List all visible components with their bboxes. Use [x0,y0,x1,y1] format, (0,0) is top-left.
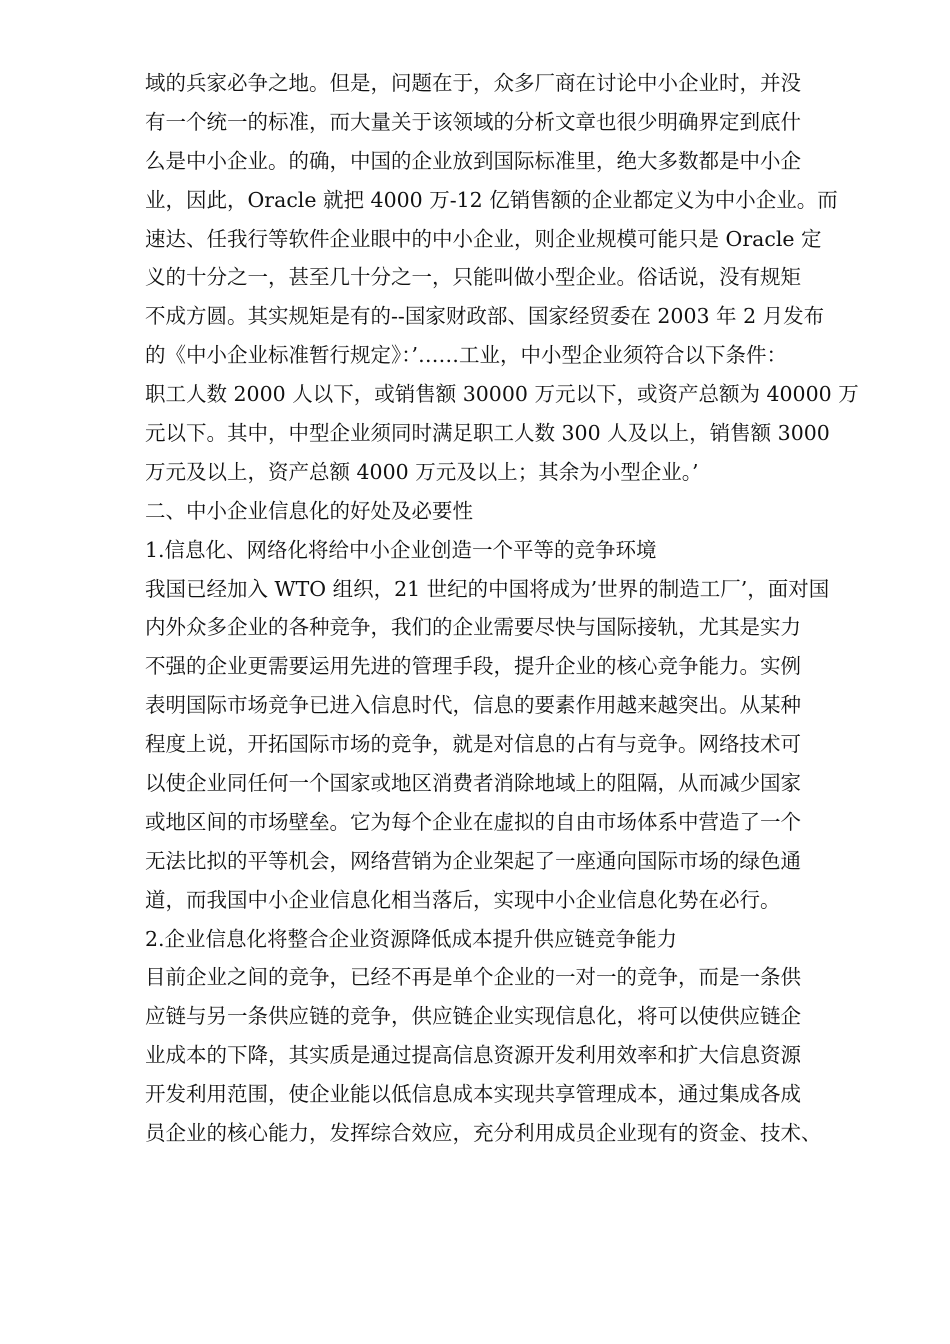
text-line: 么是中小企业。的确，中国的企业放到国际标准里，绝大多数都是中小企 [145,148,801,173]
text-line: 无法比拟的平等机会，网络营销为企业架起了一座通向国际市场的绿色通 [145,848,801,873]
text-line: 不成方圆。其实规矩是有的--国家财政部、国家经贸委在 2003 年 2 月发布 [145,304,825,329]
text-line: 我国已经加入 WTO 组织，21 世纪的中国将成为’世界的制造工厂’，面对国 [145,576,830,601]
body-text [145,64,875,1153]
text-line: 开发利用范围，使企业能以低信息成本实现共享管理成本，通过集成各成 [145,1082,801,1107]
subsection-heading: 2.企业信息化将整合企业资源降低成本提升供应链竞争能力 [145,926,678,951]
text-line: 道，而我国中小企业信息化相当落后，实现中小企业信息化势在必行。 [145,887,781,912]
text-line: 程度上说，开拓国际市场的竞争，就是对信息的占有与竞争。网络技术可 [145,732,801,757]
section-heading: 二、中小企业信息化的好处及必要性 [145,498,473,523]
text-line: 元以下。其中，中型企业须同时满足职工人数 300 人及以上，销售额 3000 [145,421,830,446]
text-line: 义的十分之一，甚至几十分之一，只能叫做小型企业。俗话说，没有规矩 [145,265,801,290]
text-line: 业成本的下降，其实质是通过提高信息资源开发利用效率和扩大信息资源 [145,1043,801,1068]
text-line: 万元及以上，资产总额 4000 万元及以上；其余为小型企业。’ [145,459,699,484]
text-line: 目前企业之间的竞争，已经不再是单个企业的一对一的竞争，而是一条供 [145,965,801,990]
text-line: 或地区间的市场壁垒。它为每个企业在虚拟的自由市场体系中营造了一个 [145,809,801,834]
text-line: 业，因此，Oracle 就把 4000 万-12 亿销售额的企业都定义为中小企业。而 [145,187,838,212]
text-line: 应链与另一条供应链的竞争，供应链企业实现信息化，将可以使供应链企 [145,1004,801,1029]
text-line: 以使企业同任何一个国家或地区消费者消除地域上的阻隔，从而减少国家 [145,771,801,796]
subsection-heading: 1.信息化、网络化将给中小企业创造一个平等的竞争环境 [145,537,657,562]
text-line: 速达、任我行等软件企业眼中的中小企业，则企业规模可能只是 Oracle 定 [145,226,822,251]
text-line: 域的兵家必争之地。但是，问题在于，众多厂商在讨论中小企业时，并没 [145,71,801,95]
text-line: 员企业的核心能力，发挥综合效应，充分利用成员企业现有的资金、技术、 [145,1121,822,1146]
text-line: 职工人数 2000 人以下，或销售额 30000 万元以下，或资产总额为 40000 万 [145,382,859,407]
text-line: 的《中小企业标准暂行规定》：’……工业，中小型企业须符合以下条件： [145,343,788,368]
text-line: 不强的企业更需要运用先进的管理手段，提升企业的核心竞争能力。实例 [145,654,801,679]
text-line: 有一个统一的标准，而大量关于该领域的分析文章也很少明确界定到底什 [145,109,801,134]
text-line: 内外众多企业的各种竞争，我们的企业需要尽快与国际接轨，尤其是实力 [145,615,801,640]
text-line: 表明国际市场竞争已进入信息时代，信息的要素作用越来越突出。从某种 [145,693,801,718]
